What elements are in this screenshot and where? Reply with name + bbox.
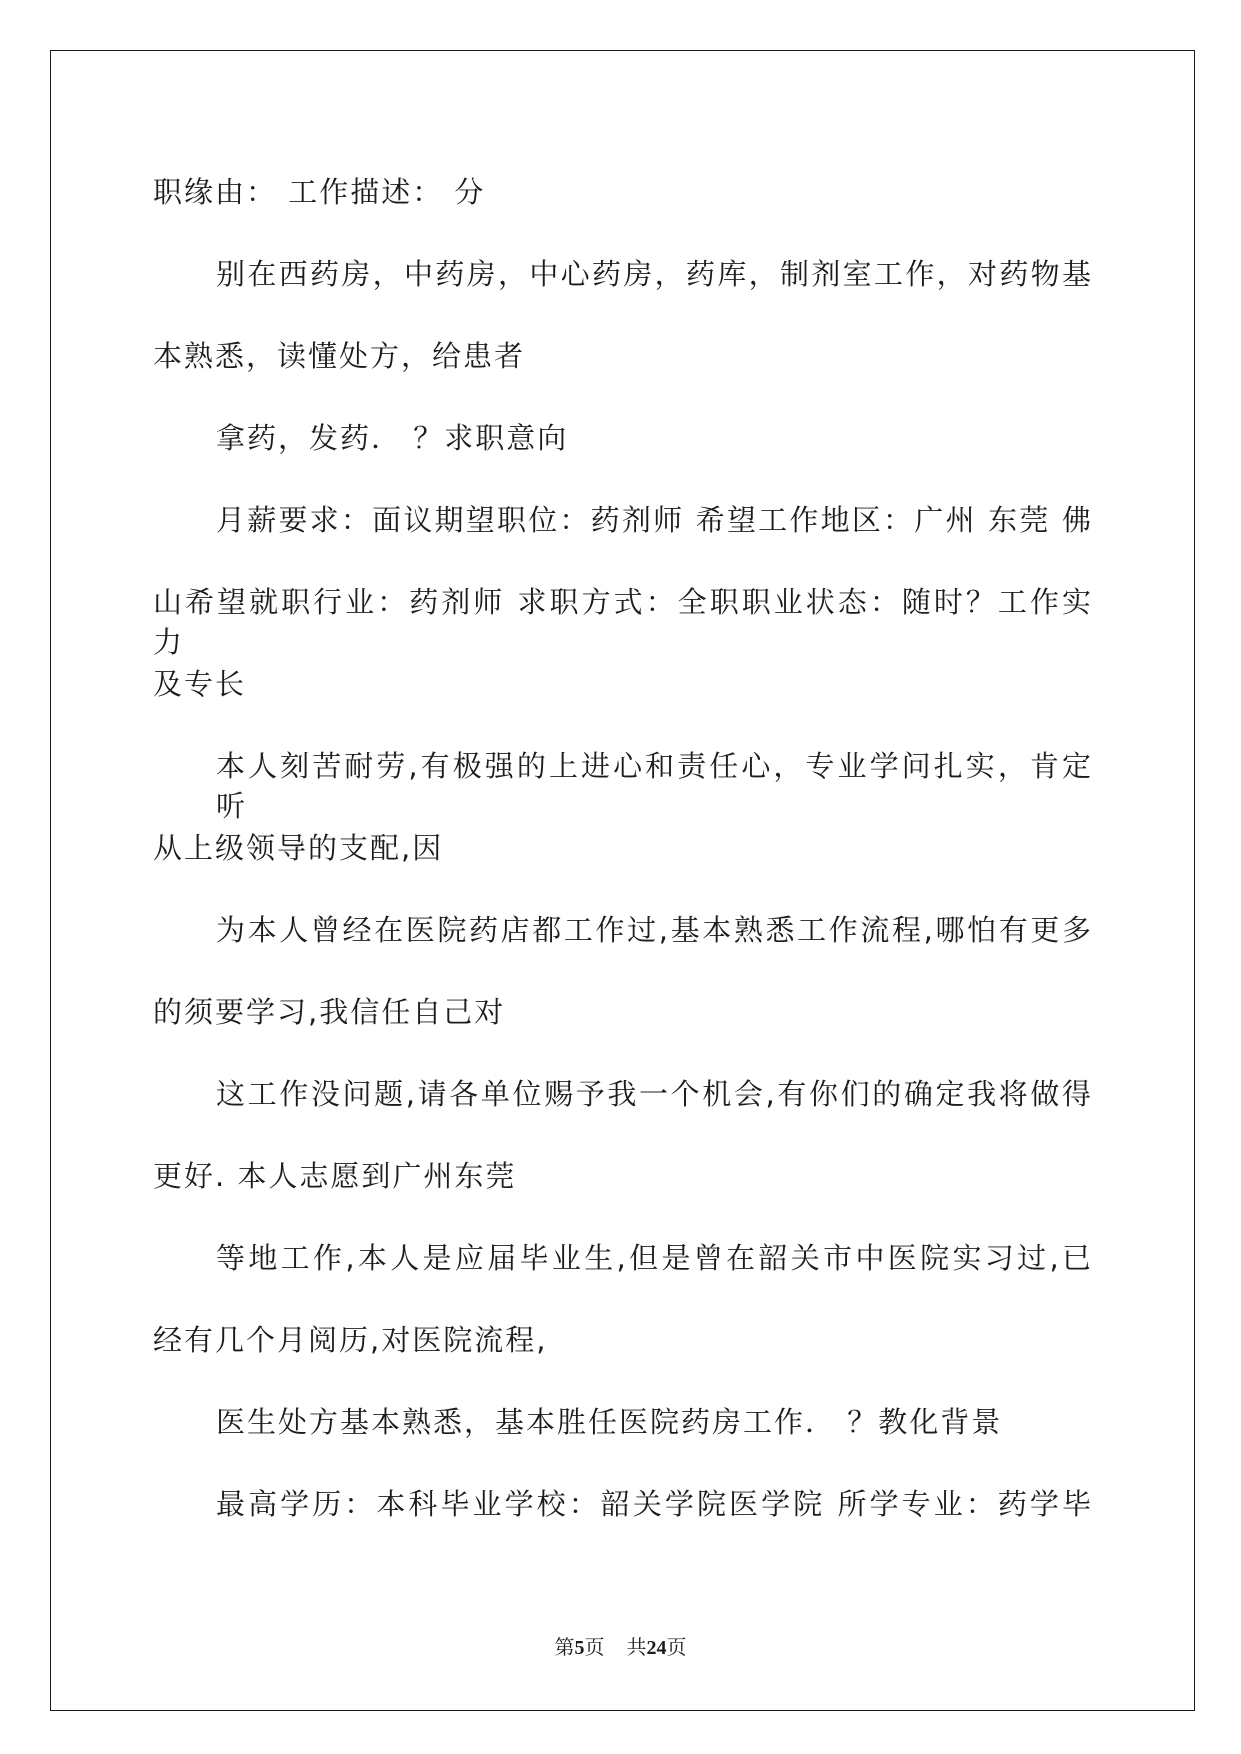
text-line-6: 山希望就职行业：药剂师 求职方式：全职职业状态：随时？工作实力 xyxy=(153,585,1093,659)
text-line-7: 及专长 xyxy=(153,667,247,701)
text-line-8: 本人刻苦耐劳,有极强的上进心和责任心，专业学问扎实，肯定听 xyxy=(216,749,1093,823)
text-line-14: 等地工作,本人是应届毕业生,但是曾在韶关市中医院实习过,已 xyxy=(216,1241,1093,1275)
total-pages: 24 xyxy=(646,1637,667,1659)
text-line-13: 更好. 本人志愿到广州东莞 xyxy=(153,1159,517,1193)
page-border xyxy=(50,50,1195,1711)
total-suffix: 页 xyxy=(666,1637,687,1659)
page-prefix: 第 xyxy=(554,1637,575,1659)
text-line-11: 的须要学习,我信任自己对 xyxy=(153,995,506,1029)
text-line-16: 医生处方基本熟悉，基本胜任医院药房工作． ？教化背景 xyxy=(216,1405,1003,1439)
text-line-10: 为本人曾经在医院药店都工作过,基本熟悉工作流程,哪怕有更多 xyxy=(216,913,1093,947)
text-line-12: 这工作没问题,请各单位赐予我一个机会,有你们的确定我将做得 xyxy=(216,1077,1093,1111)
text-line-9: 从上级领导的支配,因 xyxy=(153,831,444,865)
text-line-1: 职缘由： 工作描述： 分 xyxy=(153,175,486,209)
page-footer xyxy=(0,1636,1241,1660)
text-line-3: 本熟悉，读懂处方，给患者 xyxy=(153,339,526,373)
total-prefix: 共 xyxy=(626,1637,647,1659)
text-line-4: 拿药，发药． ？求职意向 xyxy=(216,421,569,455)
page-suffix: 页 xyxy=(584,1637,605,1659)
text-line-2: 别在西药房，中药房，中心药房，药库，制剂室工作，对药物基 xyxy=(216,257,1093,291)
text-line-5: 月薪要求：面议期望职位：药剂师 希望工作地区：广州 东莞 佛 xyxy=(216,503,1093,537)
text-line-17: 最高学历：本科毕业学校：韶关学院医学院 所学专业：药学毕 xyxy=(216,1487,1093,1521)
page-number: 5 xyxy=(574,1637,585,1659)
text-line-15: 经有几个月阅历,对医院流程, xyxy=(153,1323,548,1357)
